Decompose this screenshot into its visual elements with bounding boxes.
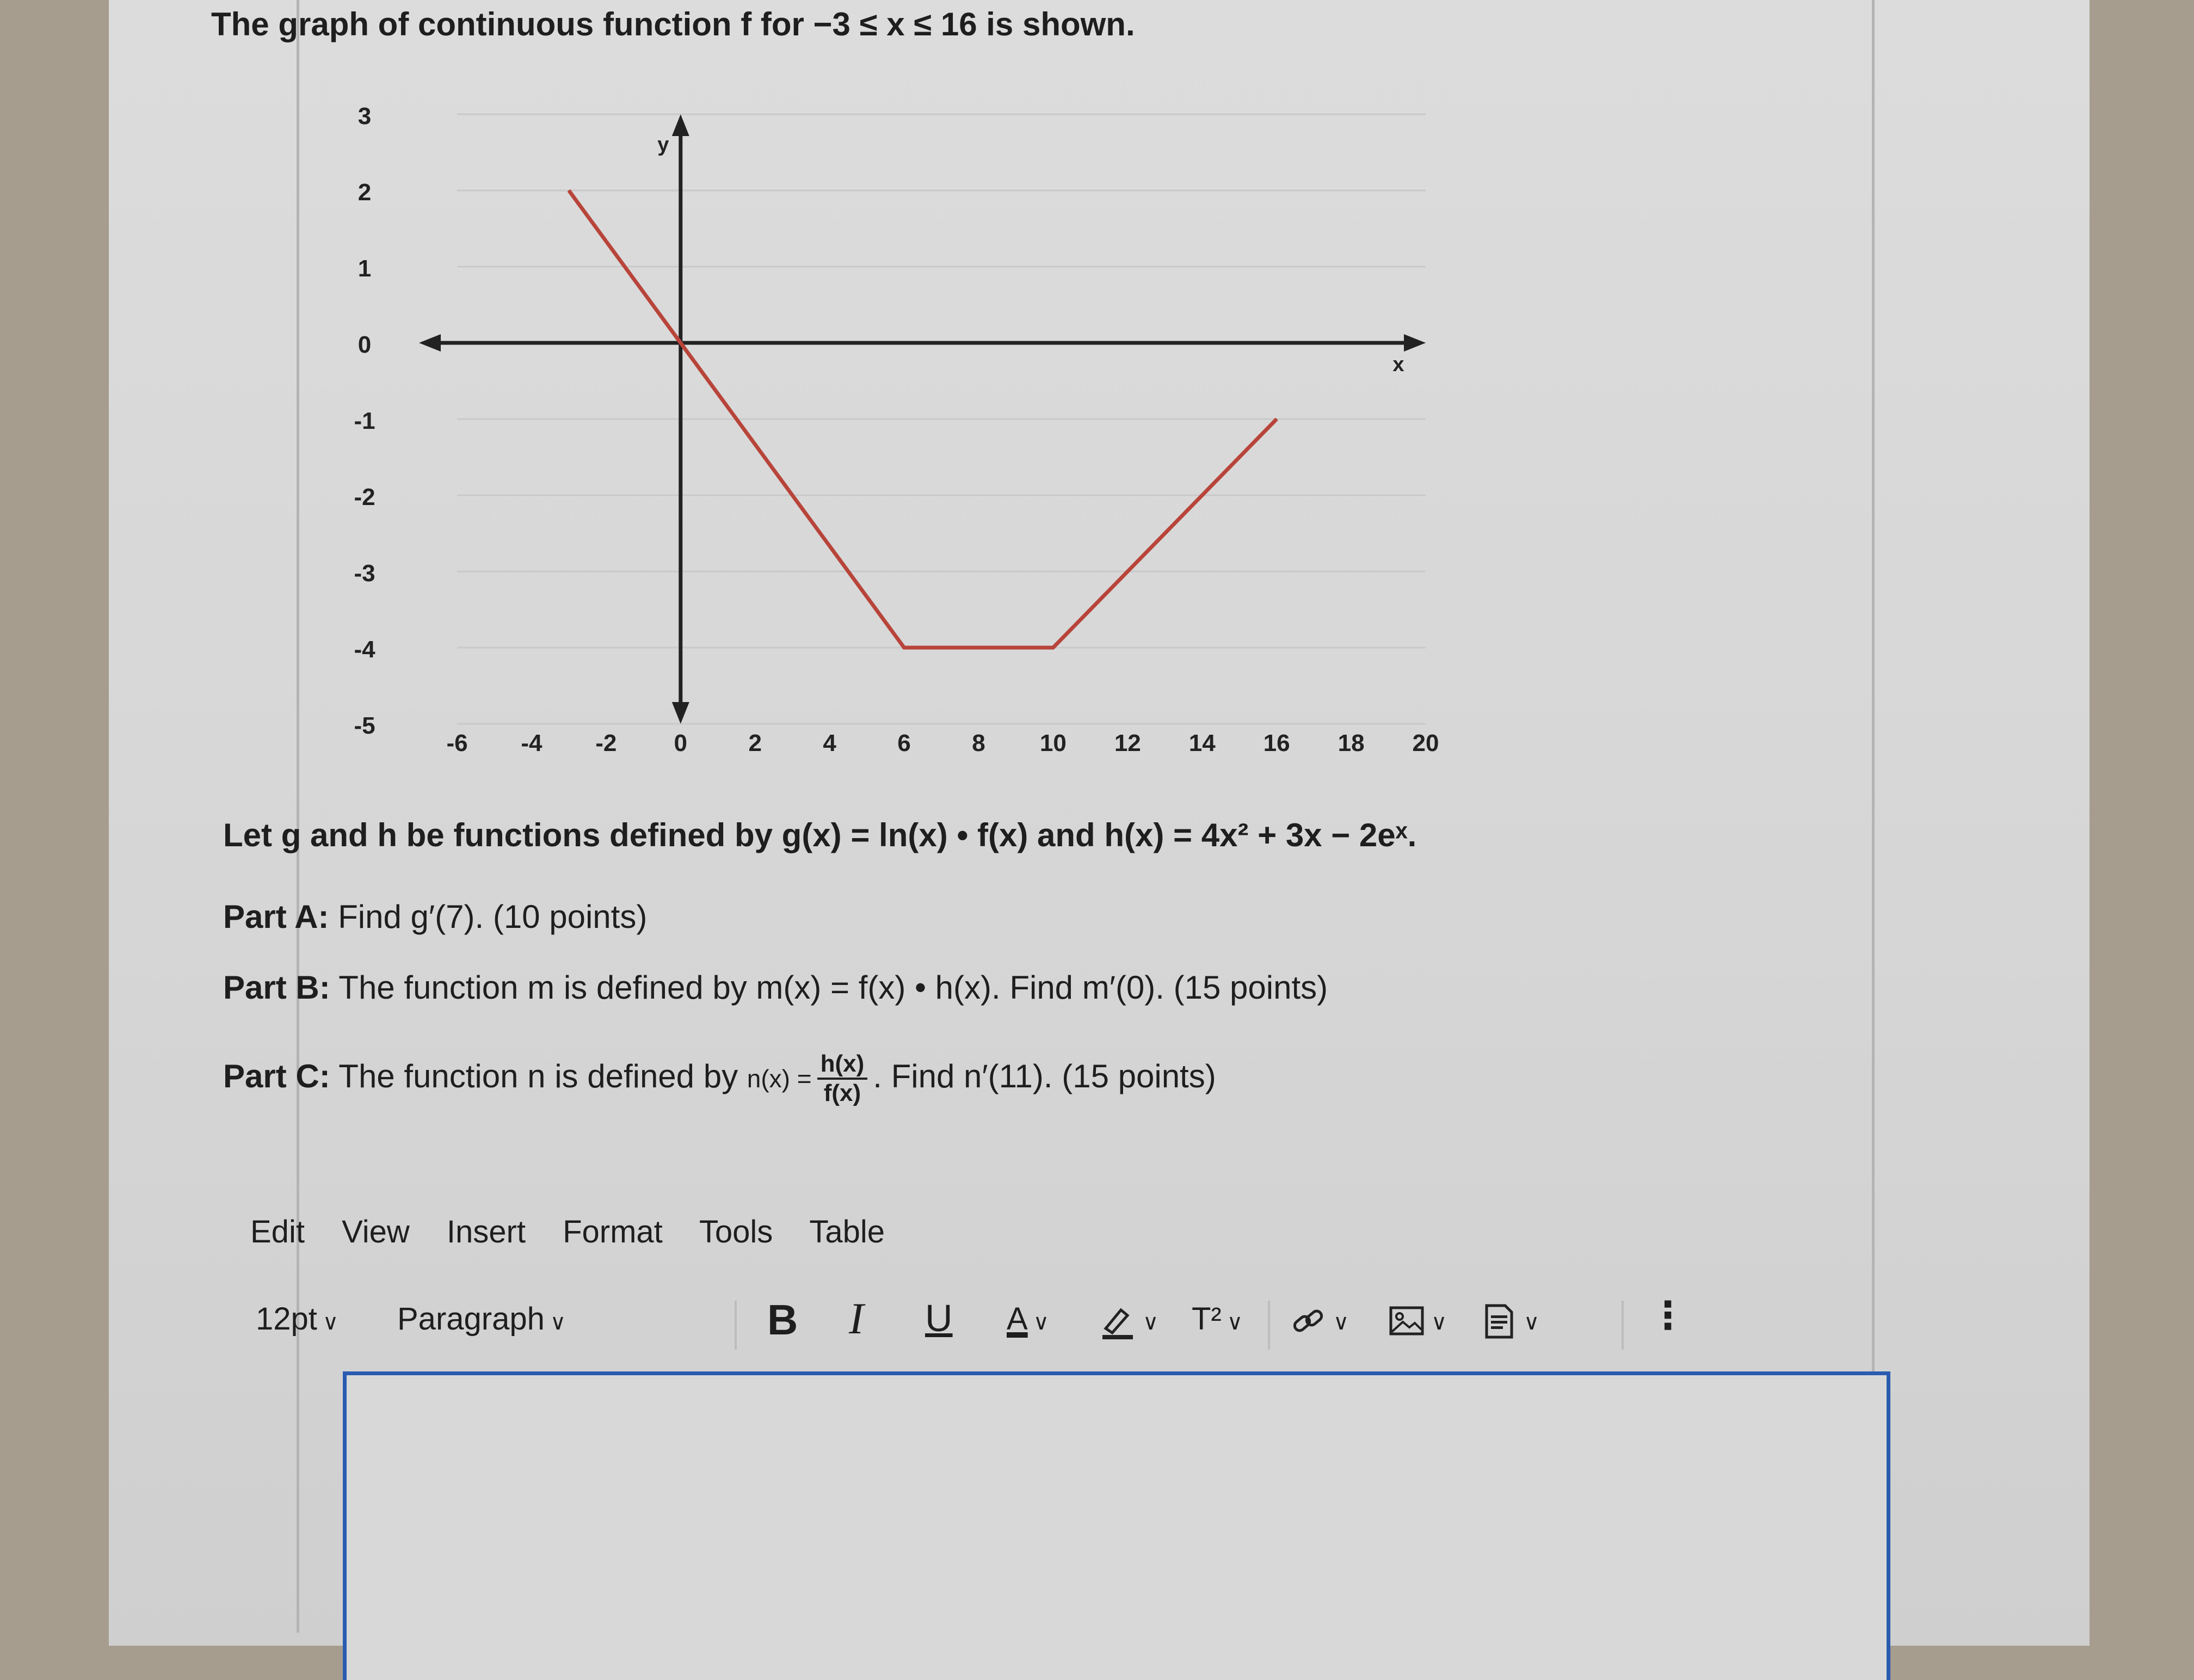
x-tick-label: 12 (1114, 730, 1141, 756)
toolbar-separator (735, 1301, 737, 1350)
data-point (680, 342, 681, 343)
y-tick-label: 1 (358, 255, 372, 282)
y-tick-label: 2 (358, 179, 372, 206)
part-c-label: Part C: (223, 1057, 330, 1094)
answer-editor[interactable] (343, 1371, 1890, 1680)
x-tick-label: 6 (897, 730, 911, 756)
part-c (223, 1050, 1216, 1107)
document-button[interactable] (1480, 1301, 1539, 1340)
block-format-value: Paragraph (397, 1301, 545, 1337)
superscript-icon: T² (1192, 1301, 1222, 1337)
link-button[interactable] (1290, 1301, 1349, 1340)
part-b-text: The function m is defined by m(x) = f(x) • h(x). Find m′(0). (15 points) (330, 969, 1328, 1006)
fraction-denominator: f(x) (823, 1080, 861, 1106)
question-prompt: The graph of continuous function f for −3 ≤ x ≤ 16 is shown. (211, 6, 1135, 42)
italic-button[interactable]: I (849, 1294, 864, 1343)
highlighter-icon (1099, 1302, 1137, 1340)
chevron-down-icon: ∨ (1033, 1310, 1049, 1334)
chevron-down-icon: ∨ (1524, 1310, 1540, 1334)
editor-menubar (250, 1214, 913, 1250)
toolbar-separator (1268, 1301, 1270, 1350)
highlight-button[interactable] (1099, 1301, 1158, 1340)
bold-button[interactable]: B (767, 1296, 798, 1344)
part-c-fraction (817, 1050, 868, 1107)
data-point (568, 190, 569, 191)
part-b (223, 969, 1328, 1006)
menu-table[interactable]: Table (809, 1214, 885, 1250)
part-a (223, 898, 647, 936)
y-tick-label: -3 (354, 560, 375, 587)
y-tick-label: 0 (358, 331, 372, 358)
more-options-button[interactable]: ⋮ (1649, 1294, 1687, 1337)
font-color-icon: A (1007, 1301, 1028, 1337)
x-tick-label: 0 (674, 730, 688, 756)
underline-button[interactable]: U (925, 1297, 953, 1339)
x-tick-label: -4 (521, 730, 543, 756)
data-point (1276, 419, 1277, 420)
x-tick-label: 2 (748, 730, 762, 756)
chevron-down-icon: ∨ (1143, 1310, 1159, 1334)
x-tick-label: 14 (1188, 730, 1216, 756)
x-tick-label: 18 (1338, 730, 1365, 756)
x-axis-label: x (1392, 353, 1404, 376)
menu-format[interactable]: Format (563, 1214, 663, 1250)
y-axis-arrow-top (672, 114, 689, 136)
y-tick-label: -2 (354, 484, 375, 510)
menu-edit[interactable]: Edit (250, 1214, 305, 1250)
chevron-down-icon: ∨ (1227, 1310, 1243, 1334)
y-axis-label: y (657, 133, 669, 156)
data-point (904, 647, 905, 648)
functions-definition: Let g and h be functions defined by g(x) = ln(x) • f(x) and h(x) = 4x² + 3x − 2eˣ. (223, 817, 1417, 853)
image-icon (1388, 1302, 1426, 1340)
part-a-text: Find g′(7). (10 points) (329, 899, 648, 935)
x-axis-arrow-right (1404, 334, 1426, 352)
x-tick-label: -6 (446, 730, 468, 756)
font-color-button[interactable] (1007, 1301, 1049, 1337)
fraction-numerator: h(x) (817, 1050, 868, 1080)
menu-view[interactable]: View (342, 1214, 410, 1250)
menu-tools[interactable]: Tools (699, 1214, 773, 1250)
chevron-down-icon: ∨ (550, 1310, 566, 1334)
tick-labels (354, 103, 1439, 756)
y-tick-label: -5 (354, 712, 375, 739)
x-tick-label: 8 (972, 730, 985, 756)
chevron-down-icon: ∨ (322, 1310, 339, 1334)
block-format-select[interactable] (397, 1301, 566, 1337)
chevron-down-icon: ∨ (1333, 1310, 1349, 1334)
x-tick-label: 16 (1263, 730, 1290, 756)
y-axis-arrow-bottom (672, 702, 689, 724)
x-axis-arrow-left (419, 334, 441, 352)
menu-insert[interactable]: Insert (446, 1214, 526, 1250)
x-tick-label: 4 (823, 730, 836, 756)
editor-toolbar (256, 1295, 1725, 1355)
x-tick-label: 10 (1039, 730, 1067, 756)
part-a-label: Part A: (223, 899, 329, 935)
link-icon (1290, 1302, 1328, 1340)
toolbar-separator (1622, 1301, 1624, 1350)
y-tick-label: -1 (354, 408, 375, 434)
data-point (1052, 647, 1053, 648)
x-tick-label: -2 (595, 730, 617, 756)
part-c-tail: . Find n′(11). (15 points) (873, 1057, 1216, 1094)
y-tick-label: 3 (358, 103, 372, 130)
grid-lines (457, 114, 1426, 724)
document-icon (1480, 1302, 1518, 1340)
font-size-value: 12pt (256, 1301, 317, 1337)
part-c-function: n(x) = (747, 1064, 812, 1093)
x-tick-label: 20 (1412, 730, 1439, 756)
chevron-down-icon: ∨ (1431, 1310, 1447, 1334)
image-button[interactable] (1388, 1301, 1447, 1340)
function-graph (305, 82, 1502, 767)
part-c-text: The function n is defined by (330, 1057, 747, 1094)
font-size-select[interactable] (256, 1301, 338, 1337)
superscript-button[interactable] (1192, 1301, 1243, 1337)
part-b-label: Part B: (223, 969, 330, 1006)
y-tick-label: -4 (354, 636, 375, 663)
